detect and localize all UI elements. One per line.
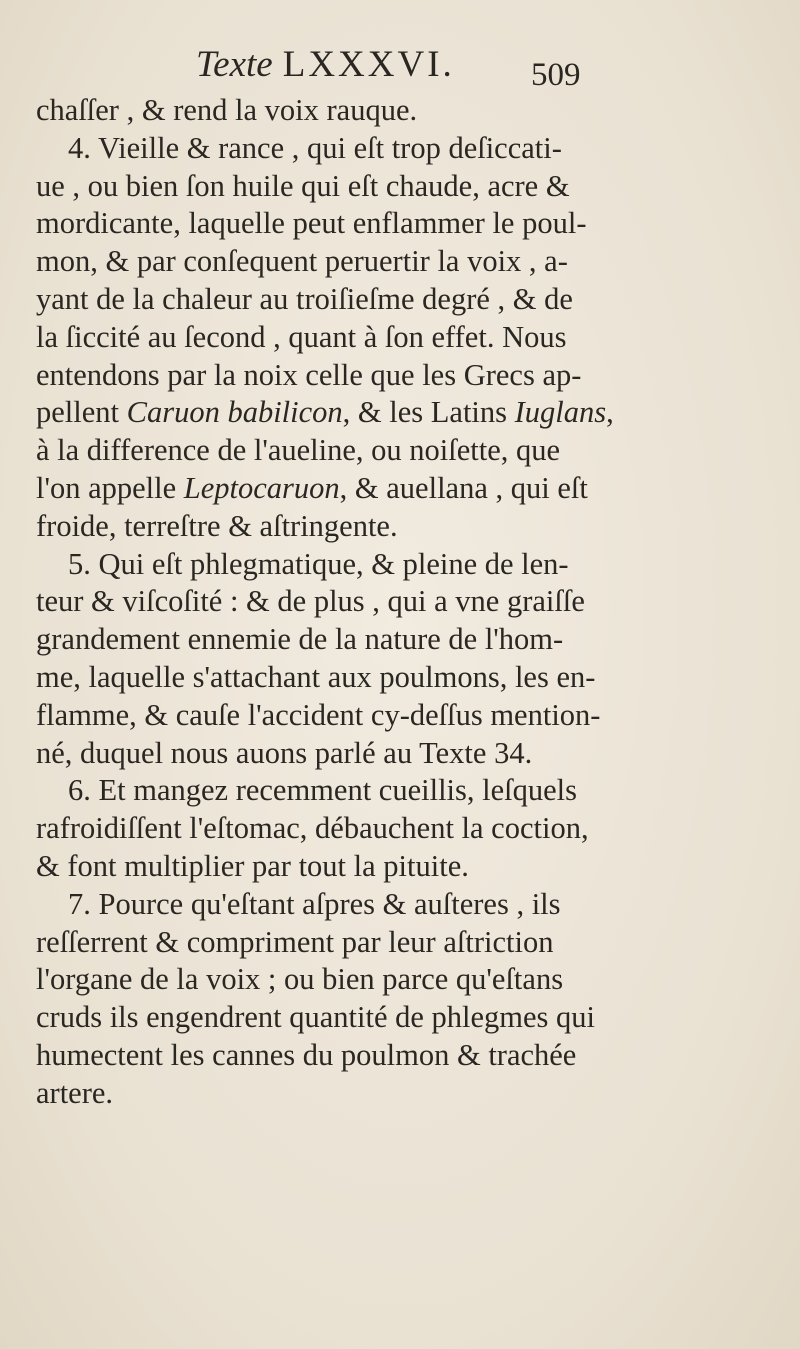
text-segment: yant de la chaleur au troiſieſme degré , & de — [36, 281, 573, 316]
text-segment: la ſiccité au ſecond , quant à ſon effet. Nous — [36, 319, 567, 354]
text-segment: ue , ou bien ſon huile qui eſt chaude, acre & — [36, 168, 570, 203]
text-segment: & font multiplier par tout la pituite. — [36, 848, 469, 883]
text-line — [36, 168, 786, 206]
text-segment: l'organe de la voix ; ou bien parce qu'eſtans — [36, 962, 564, 997]
text-segment: chaſſer , & rend la voix rauque. — [36, 93, 418, 127]
text-line — [36, 810, 786, 848]
text-line — [36, 1075, 786, 1113]
text-line — [36, 432, 786, 470]
text-segment: pellent — [36, 395, 127, 430]
italic-term: Caruon babilicon — [126, 395, 343, 430]
text-line — [36, 961, 786, 999]
text-line — [36, 357, 786, 395]
text-segment: cruds ils engendrent quantité de phlegmes qui — [36, 1000, 596, 1035]
text-segment: rafroidiſſent l'eſtomac, débauchent la coction, — [36, 811, 589, 846]
text-line — [36, 130, 786, 168]
text-line — [36, 205, 786, 243]
text-line — [36, 886, 786, 924]
text-segment: 7. Pource qu'eſtant aſpres & auſteres , ils — [68, 886, 561, 921]
text-line — [36, 999, 786, 1037]
body-text — [36, 92, 786, 1113]
running-title-italic: Texte — [196, 44, 273, 85]
text-segment: me, laquelle s'attachant aux poulmons, les en- — [36, 659, 596, 694]
running-title-number: LXXXVI. — [282, 44, 455, 85]
text-segment: l'on appelle — [36, 470, 184, 505]
text-segment: 6. Et mangez recemment cueillis, leſquels — [68, 773, 577, 808]
text-segment: froide, terreſtre & aſtringente. — [36, 508, 398, 543]
running-title — [196, 40, 455, 90]
page-header — [196, 40, 676, 93]
text-segment: flamme, & cauſe l'accident cy-deſſus mention- — [36, 697, 601, 732]
text-segment: artere. — [36, 1075, 114, 1110]
text-line — [36, 583, 786, 621]
text-segment: mordicante, laquelle peut enflammer le poul- — [36, 206, 587, 241]
text-segment: entendons par la noix celle que les Grecs ap- — [36, 357, 582, 392]
italic-term: Leptocaruon — [183, 470, 340, 505]
text-segment: mon, & par conſequent peruertir la voix , a- — [36, 244, 568, 279]
text-line — [36, 243, 786, 281]
text-line — [36, 621, 786, 659]
page-number: 509 — [531, 57, 581, 93]
text-segment: humectent les cannes du poulmon & trachée — [36, 1037, 577, 1072]
text-line — [36, 546, 786, 584]
text-line — [36, 92, 786, 130]
text-line — [36, 735, 786, 773]
text-line — [36, 319, 786, 357]
text-line — [36, 1037, 786, 1075]
text-line — [36, 697, 786, 735]
text-line — [36, 281, 786, 319]
text-segment: né, duquel nous auons parlé au Texte 34. — [36, 735, 533, 770]
text-segment: à la difference de l'aueline, ou noiſette, que — [36, 433, 561, 468]
text-line — [36, 659, 786, 697]
text-segment: , & les Latins — [342, 395, 515, 430]
italic-term: Iuglans — [514, 395, 607, 430]
text-segment: , — [606, 395, 614, 430]
text-line — [36, 394, 786, 432]
text-segment: 5. Qui eſt phlegmatique, & pleine de len- — [68, 546, 569, 581]
text-line — [36, 772, 786, 810]
text-segment: 4. Vieille & rance , qui eſt trop deſiccati- — [68, 130, 562, 165]
text-segment: grandement ennemie de la nature de l'hom- — [36, 622, 564, 657]
text-line — [36, 848, 786, 886]
text-segment: , & auellana , qui eſt — [339, 470, 588, 505]
text-line — [36, 924, 786, 962]
text-segment: reſſerrent & compriment par leur aſtriction — [36, 924, 554, 959]
text-line — [36, 508, 786, 546]
text-line — [36, 470, 786, 508]
text-segment: teur & viſcoſité : & de plus , qui a vne graiſſe — [36, 584, 585, 619]
